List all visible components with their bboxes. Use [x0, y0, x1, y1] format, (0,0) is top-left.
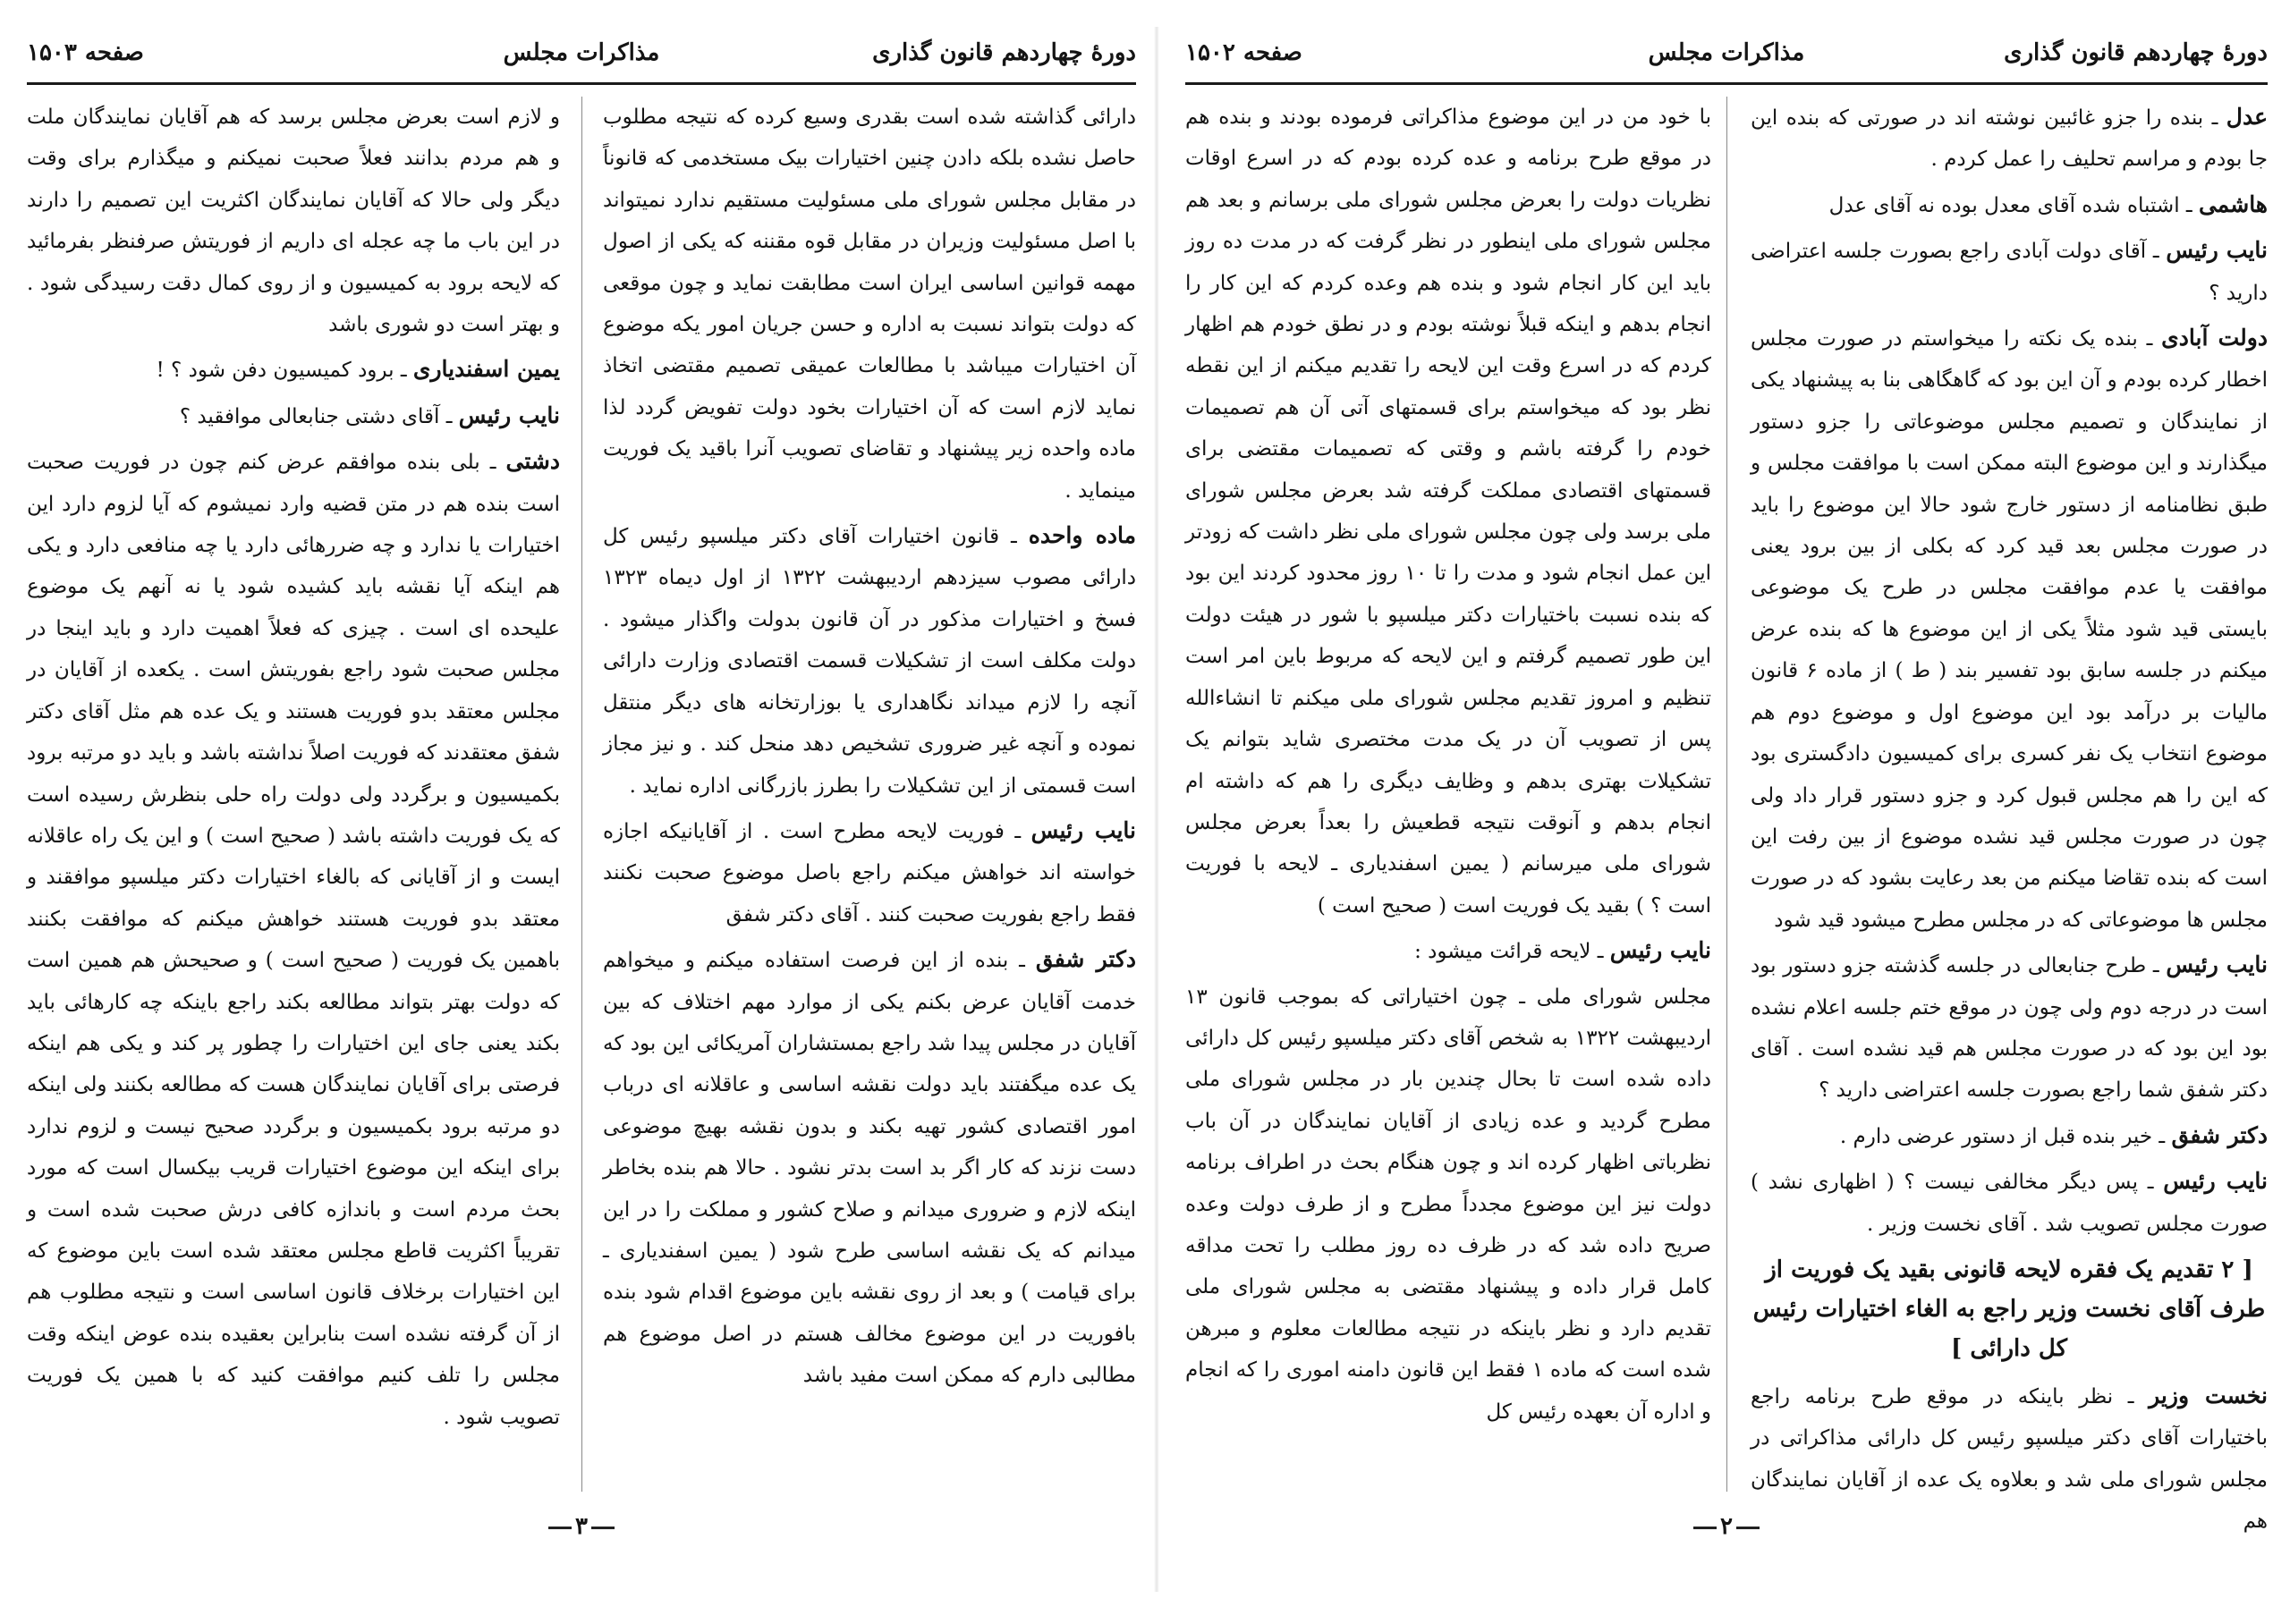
paragraph — [1751, 184, 2268, 226]
paragraph-text: ـ بنده یک نکته را میخواستم در صورت مجلس اخطار کرده بودم و آن این بود که گاهگاهی بنا به پیشنهاد یکی از نمایندگان و تصمیم مجلس موضوعاتی را جزو دستور میگذارند و این موضوع البته ممکن است با موافقت مجلس و طبق نظامنامه از دستور خارج شود حالا این موضوع را باید در صورت مجلس بعد قید کرد که بکلی از بین برود یعنی موافقت یا عدم موافقت مجلس در طرح یک موضوعی بایستی قید شود مثلاً یکی از این موضوع ها که بنده عرض میکنم در جلسه سابق بود تفسیر بند ( ط ) از ماده ۶ قانون مالیات بر درآمد بود این موضوع اول و موضوع دوم هم موضوع انتخاب یک نفر کسری برای کمیسیون دادگستری بود که این را هم مجلس قبول کرد و جزو دستور قرار داد ولی چون در صورت مجلس قید نشده موضوع از بین رفت این است که بنده تقاضا میکنم من بعد رعایت بشود که در صورت مجلس ها موضوعاتی که در مجلس مطرح میشود قید شود — [1751, 327, 2268, 932]
paragraph-text: ـ آقای دشتی جنابعالی موافقید ؟ — [179, 404, 459, 428]
page-1503 — [27, 0, 1136, 1624]
speaker-name: هاشمی — [2198, 190, 2268, 217]
speaker-name: نایب رئیس — [458, 402, 560, 428]
paragraph-text: ـ پس دیگر مخالفی نیست ؟ ( اظهاری نشد ) صورت مجلس تصویب شد . آقای نخست وزیر . — [1751, 1171, 2268, 1236]
column-divider — [1726, 97, 1727, 1492]
paragraph-text: ـ آقای دولت آبادی راجع بصورت جلسه اعتراضی دارید ؟ — [1751, 240, 2268, 305]
paragraph — [603, 939, 1136, 1396]
debates-title: مذاکرات مجلس — [503, 39, 660, 66]
page-1502 — [1185, 0, 2268, 1624]
speaker-name: نایب رئیس — [2166, 237, 2269, 264]
paragraph-text: ـ قانون اختیارات آقای دکتر میلسپو رئیس کل دارائی مصوب سیزدهم اردیبهشت ۱۳۲۲ از اول دیماه ۱۳۲۳ فسخ و اختیارات مذکور در آن قانون بدولت واگذار میشود . دولت مکلف است از تشکیلات قسمت اقتصادی وزارت دارائی آنچه را لازم میداند نگاهداری یا بوزارتخانه های دیگر منتقل نموده و آنچه غیر ضروری تشخیص دهد منحل کند . و نیز مجاز است قسمتی از این تشکیلات را بطرز بازرگانی اداره نماید . — [603, 525, 1136, 798]
text-column-right — [603, 97, 1136, 1492]
page-header — [1185, 34, 2268, 79]
paragraph-text: ـ فوریت لایحه مطرح است . از آقایانیکه اجازه خواسته اند خواهش میکنم راجع باصل موضوع صحبت نکنند فقط راجع بفوریت صحبت کنند . آقای دکتر شفق — [603, 819, 1136, 926]
paragraph — [27, 441, 560, 1438]
paragraph — [1185, 930, 1711, 972]
paragraph — [1185, 977, 1711, 1433]
paragraph-text: با خود من در این موضوع مذاکراتی فرموده بودند و بنده هم در موقع طرح برنامه و عده کرده بودم که در اسرع اوقات نظریات دولت را بعرض مجلس شورای ملی برسانم و بعد هم مجلس شورای ملی اینطور در نظر گرفت که در مدت ده روز باید این کار انجام شود و بنده هم وعده کردم که این کار را انجام بدهم و اینکه قبلاً نوشته بودم و در نطق خودم هم اظهار کردم که در اسرع وقت این لایحه را تقدیم میکنم از این نقطه نظر بود که میخواستم برای قسمتهای آتی آن هم تصمیمات خودم را گرفته باشم و وقتی که تصمیمات مقتضی برای قسمتهای اقتصادی مملکت گرفته شد بعرض مجلس شورای ملی برسد ولی چون مجلس شورای ملی نظر داشت که زودتر این عمل انجام شود و مدت را تا ۱۰ روز محدود کردند این بود که بنده نسبت باختیارات دکتر میلسپو با شور در هیئت دولت این طور تصمیم گرفتم و این لایحه که مربوط باین امر است تنظیم و امروز تقدیم مجلس شورای ملی میکنم تا انشاءالله پس از تصویب آن در یک مدت مختصری شاید بتوانم یک تشکیلات بهتری بدهم و وظایف دیگری را هم که داشته ام انجام بدهم و آنوقت نتیجه قطعیش را بعداً بعرض مجلس شورای ملی میرسانم ( یمین اسفندیاری ـ لایحه با فوریت است ؟ ) بقید یک فوریت است ( صحیح است ) — [1185, 106, 1711, 918]
speaker-name: نایب رئیس — [2163, 1168, 2268, 1195]
speaker-name: عدل — [2226, 104, 2268, 130]
paragraph — [27, 349, 560, 391]
speaker-name: نایب رئیس — [2166, 952, 2269, 978]
paragraph-text: و لازم است بعرض مجلس برسد که هم آقایان نمایندگان ملت و هم مردم بدانند فعلاً صحبت نمیکنم و میگذارم برای وقت دیگر ولی حالا که آقایان نمایندگان اکثریت این تصمیم را دارند در این باب ما چه عجله ای داریم از فوریتش صرفنظر بفرمائید که لایحه برود به کمیسیون و از روی کمال دقت رسیدگی شود . و بهتر است دو شوری باشد — [27, 106, 560, 337]
paragraph — [1751, 230, 2268, 314]
paragraph-text: ـ خیر بنده قبل از دستور عرضی دارم . — [1839, 1124, 2172, 1148]
paragraph-text: ـ بنده از این فرصت استفاده میکنم و میخواهم خدمت آقایان عرض بکنم یکی از موارد مهم اختلاف که بین آقایان در مجلس پیدا شد راجع بمستشاران آمریکائی این بود که یک عده میگفتند باید دولت نقشه اساسی و عاقلانه ای درباب امور اقتصادی کشور تهیه بکند و بدون نقشه بهیچ موضوعی دست نزند که کار اگر بد است بدتر نشود . حالا هم بنده بخاطر اینکه لازم و ضروری میدانم و صلاح کشور و مملکت را در این میدانم که یک نقشه اساسی طرح شود ( یمین اسفندیاری ـ برای قیامت ) و بعد از روی نقشه باین موضوع اقدام شود بنده بافوریت در این موضوع مخالف هستم در اصل موضوع هم مطالبی دارم که ممکن است مفید باشد — [603, 949, 1136, 1388]
page-number-label: صفحه ۱۵۰۲ — [1185, 39, 1302, 66]
paragraph — [603, 97, 1136, 512]
paragraph-text: مجلس شورای ملی ـ چون اختیاراتی که بموجب قانون ۱۳ اردیبهشت ۱۳۲۲ به شخص آقای دکتر میلسپو رئیس کل دارائی داده شده است تا بحال چندین بار در مجلس شورای ملی مطرح گردید و عده زیادی از آقایان نمایندگان در آن باب نظرباتی اظهار کرده اند و چون هنگام بحث در اطراف برنامه دولت نیز این موضوع مجدداً مطرح و از طرف دولت وعده صریح داده شد که در ظرف ده روز مطلب را تحت مداقه کامل قرار داده و پیشنهاد مقتضی به مجلس شورای ملی تقدیم دارد و نظر باینکه در نتیجه مطالعات معلوم و مبرهن شده است که ماده ۱ فقط این قانون دامنه اموری را که انجام و اداره آن بعهده رئیس کل — [1185, 985, 1711, 1424]
header-rule — [1185, 82, 2268, 85]
paragraph — [1751, 1115, 2268, 1157]
paragraph — [27, 97, 560, 345]
speaker-name: نخست وزیر — [2149, 1382, 2268, 1408]
paragraph — [1751, 317, 2268, 941]
footer-number: ۲ — [1720, 1513, 1733, 1540]
period-title: دورهٔ چهاردهم قانون گذاری — [872, 39, 1136, 66]
text-column-left — [1185, 97, 1711, 1492]
paragraph-text: ـ لایحه قرائت میشود : — [1414, 940, 1610, 964]
period-title: دورهٔ چهاردهم قانون گذاری — [2004, 39, 2268, 66]
paragraph — [1751, 1161, 2268, 1245]
page-footer — [27, 1513, 1136, 1540]
column-divider — [581, 97, 582, 1492]
binding-gutter — [1154, 27, 1159, 1592]
debates-title: مذاکرات مجلس — [1648, 39, 1805, 66]
speaker-name: دکتر شفق — [1035, 946, 1136, 973]
text-column-left — [27, 97, 560, 1492]
paragraph — [603, 810, 1136, 935]
paragraph-text: ـ نظر باینکه در موقع طرح برنامه راجع باختیارات آقای دکتر میلسپو رئیس کل دارائی مذاکراتی در مجلس شورای ملی شد و بعلاوه یک عده از آقایان نمایندگان هم — [1751, 1384, 2268, 1534]
page-footer — [1185, 1513, 2268, 1540]
paragraph — [1751, 944, 2268, 1112]
speaker-name: نایب رئیس — [1609, 937, 1711, 964]
section-title: [ ۲ تقدیم یک فقره لایحه قانونی بقید یک فوریت از طرف آقای نخست وزیر راجع به الغاء اختیارات رئیس کل دارائی ] — [1752, 1256, 2266, 1362]
page-header — [27, 34, 1136, 79]
page-number-label: صفحه ۱۵۰۳ — [27, 39, 144, 66]
paragraph-text: ـ بلی بنده موافقم عرض کنم چون در فوریت صحبت است بنده هم در متن قضیه وارد نمیشوم که آیا لزوم دارد این اختیارات یا ندارد و چه ضررهائی دارد یا چه منافعی دارد و یکی هم اینکه آیا نقشه باید کشیده شود یا نه آنهم یک موضوع علیحده ای است . چیزی که فعلاً اهمیت دارد و باید اینجا در مجلس صحبت شود راجع بفوریتش است . یکعده از آقایان در مجلس معتقد بدو فوریت هستند و یک عده هم مثل آقای دکتر شفق معتقدند که فوریت اصلاً نداشته باشد و باید دو مرتبه برود بکمیسیون و برگردد ولی دولت راه حلی بنظرش رسیده است که یک فوریت داشته باشد ( صحیح است ) و این یک راه عاقلانه ایست و از آقایانی که بالغاء اختیارات دکتر میلسپو موافقند و معتقد بدو فوریت هستند خواهش میکنم که موافقت بکنند باهمین یک فوریت ( صحیح است ) و صحیحش هم همین است که دولت بهتر بتواند مطالعه بکند راجع باینکه چه کارهائی باید بکند یعنی جای این اختیارات را چطور پر کند و یکی هم اینکه فرصتی برای آقایان نمایندگان هست که مطالعه بکنند ولی اینکه دو مرتبه برود بکمیسیون و برگردد صحیح نیست و لزوم ندارد برای اینکه این موضوع اختیارات قریب بیکسال است که مورد بحث مردم است و باندازه کافی درش صحبت شده است و تقریباً اکثریت قاطع مجلس معتقد شده است باین موضوع که این اختیارات برخلاف قانون اساسی است و نتیجه مطلوب هم از آن گرفته نشده است بنابراین بعقیده بنده عوض اینکه وقت مجلس را تلف کنیم موافقت کنید که با همین یک فوریت تصویب شود . — [27, 451, 560, 1429]
paragraph-text: دارائی گذاشته شده است بقدری وسیع کرده که نتیجه مطلوب حاصل نشده بلکه دادن چنین اختیارات بیک مستخدمی که قانوناً در مقابل مجلس شورای ملی مسئولیت مستقیم ندارد نمیتواند با اصل مسئولیت وزیران در مقابل قوه مقننه که یکی از اصول مهمه قوانین اساسی ایران است مطابقت نماید و چون موقعی که دولت بتواند نسبت به اداره و حسن جریان امور یکه موضوع آن اختیارات میباشد با مطالعات عمیقی تصمیم مقتضی اتخاذ نماید لازم است که آن اختیارات بخود دولت تفویض گردد لذا ماده واحده زیر پیشنهاد و تقاضای تصویب آنرا باقید یک فوریت مینماید . — [603, 106, 1136, 503]
speaker-name: دکتر شفق — [2171, 1121, 2268, 1148]
paragraph — [1185, 97, 1711, 926]
speaker-name: دشتی — [505, 448, 560, 475]
paragraph — [603, 515, 1136, 807]
paragraph — [27, 395, 560, 437]
speaker-name: ماده واحده — [1028, 522, 1136, 549]
paragraph-text: ـ بنده را جزو غائبین نوشته اند در صورتی که بنده این جا بودم و مراسم تحلیف را عمل کردم . — [1751, 106, 2268, 172]
text-column-right — [1751, 97, 2269, 1534]
paragraph-text: ـ برود کمیسیون دفن شود ؟ ! — [156, 359, 413, 383]
paragraph-text: ـ طرح جنابعالی در جلسه گذشته جزو دستور بود است در درجه دوم ولی چون در موقع ختم جلسه اعلام نشده بود این بود که در صورت مجلس هم قید نشده است . آقای دکتر شفق شما راجع بصورت جلسه اعتراضی دارید ؟ — [1751, 954, 2268, 1103]
header-rule — [27, 82, 1136, 85]
speaker-name: دولت آبادی — [2161, 325, 2268, 351]
footer-number: ۳ — [575, 1513, 588, 1540]
paragraph-text: ـ اشتباه شده آقای معدل بوده نه آقای عدل — [1828, 193, 2199, 217]
speaker-name: نایب رئیس — [1030, 816, 1136, 843]
paragraph — [1751, 97, 2268, 181]
speaker-name: یمین اسفندیاری — [412, 356, 560, 383]
